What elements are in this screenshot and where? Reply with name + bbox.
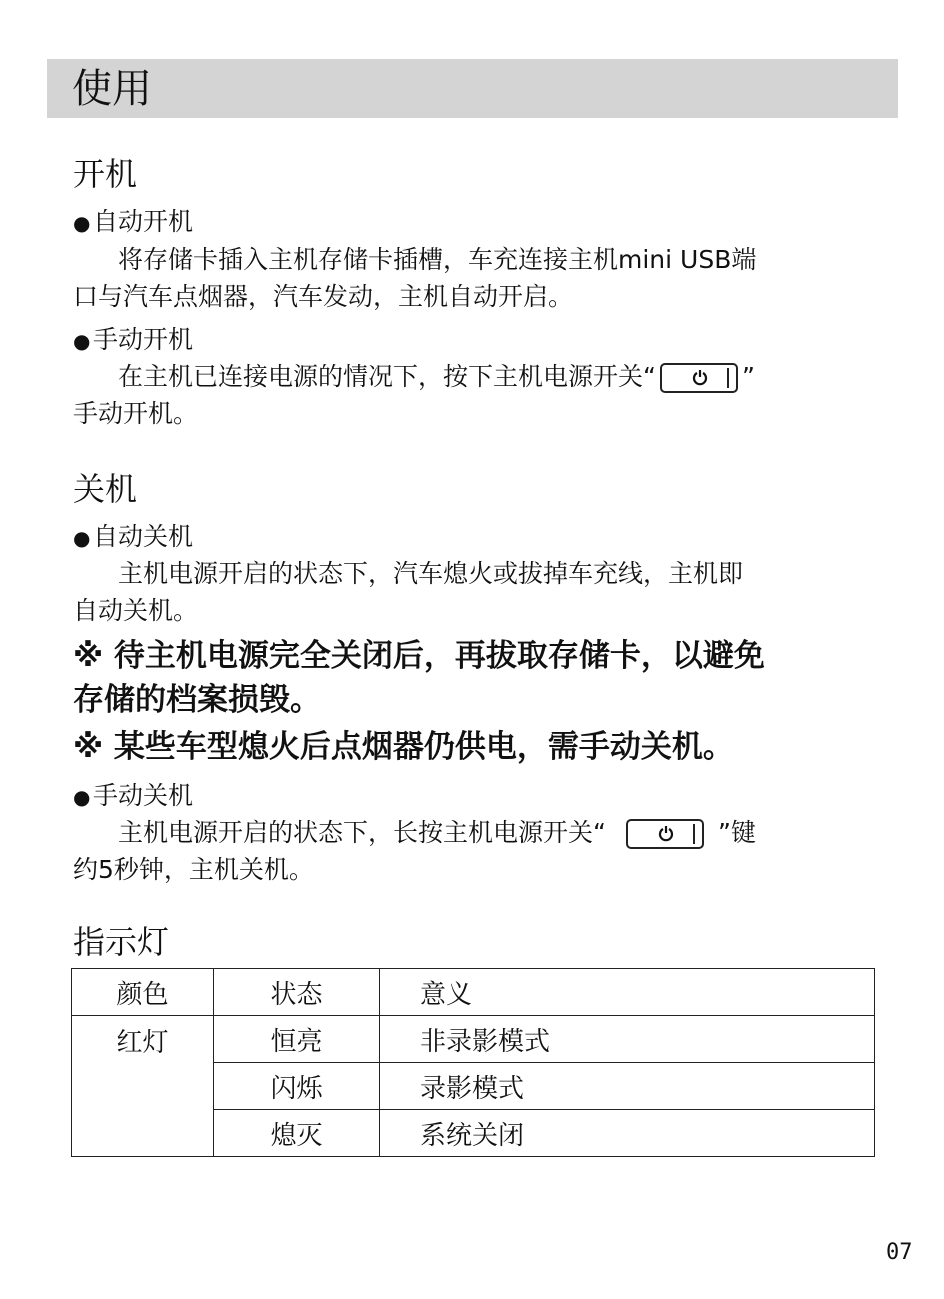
section-header-bar [47,59,898,118]
manual-power-on-line1-after: ” [741,362,755,391]
auto-power-on-label: ● 自动开机 [73,206,193,239]
page-title: 使用 [72,66,152,112]
auto-power-on-line1: 将存储卡插入主机存储卡插槽，车充连接主机mini USB端 [118,245,757,274]
auto-power-on-text [73,241,873,315]
indicator-heading: 指示灯 [73,923,170,961]
manual-power-on-line2: 手动开机。 [73,399,199,428]
manual-power-off-label: ● 手动关机 [73,780,193,813]
color-cell-red: 红灯 [72,1016,214,1157]
manual-power-off-line2: 约5秒钟，主机关机。 [73,855,314,884]
bullet-icon: ● [73,211,91,235]
power-button-icon [626,819,704,849]
column-header-meaning: 意义 [380,969,875,1016]
auto-power-off-label: ● 自动关机 [73,521,193,554]
bullet-icon: ● [73,329,91,353]
meaning-cell: 系统关闭 [380,1110,875,1157]
manual-power-on-text [73,358,873,432]
table-row [72,1016,875,1063]
manual-power-on-line1-before: 在主机已连接电源的情况下，按下主机电源开关“ [118,362,656,391]
bullet-icon: ● [73,526,91,550]
auto-power-off-text [73,555,873,629]
bullet-icon: ● [73,785,91,809]
auto-power-on-line2: 口与汽车点烟器，汽车发动，主机自动开启。 [73,282,574,311]
column-header-state: 状态 [214,969,380,1016]
state-cell: 恒亮 [214,1016,380,1063]
power-icon [658,825,674,843]
warning-note-2: ※ 某些车型熄火后点烟器仍供电，需手动关机。 [73,729,734,765]
manual-power-off-text [73,814,873,888]
state-cell: 闪烁 [214,1063,380,1110]
power-icon [692,369,708,387]
table-header-row [72,969,875,1016]
power-on-heading: 开机 [73,155,138,193]
indicator-table [71,968,875,1157]
auto-power-off-line1: 主机电源开启的状态下，汽车熄火或拔掉车充线，主机即 [118,559,744,588]
meaning-cell: 录影模式 [380,1063,875,1110]
column-header-color: 颜色 [72,969,214,1016]
auto-power-off-line2: 自动关机。 [73,596,199,625]
manual-power-off-line1-after: ”键 [717,818,756,847]
power-off-heading: 关机 [73,470,138,508]
state-cell: 熄灭 [214,1110,380,1157]
manual-power-on-label: ● 手动开机 [73,324,193,357]
manual-power-off-line1-before: 主机电源开启的状态下，长按主机电源开关“ [118,818,606,847]
meaning-cell: 非录影模式 [380,1016,875,1063]
page-number: 07 [886,1240,913,1265]
warning-note-1: ※ 待主机电源完全关闭后，再拔取存储卡，以避免 存储的档案损毁。 [73,638,765,718]
power-button-icon [660,363,738,393]
